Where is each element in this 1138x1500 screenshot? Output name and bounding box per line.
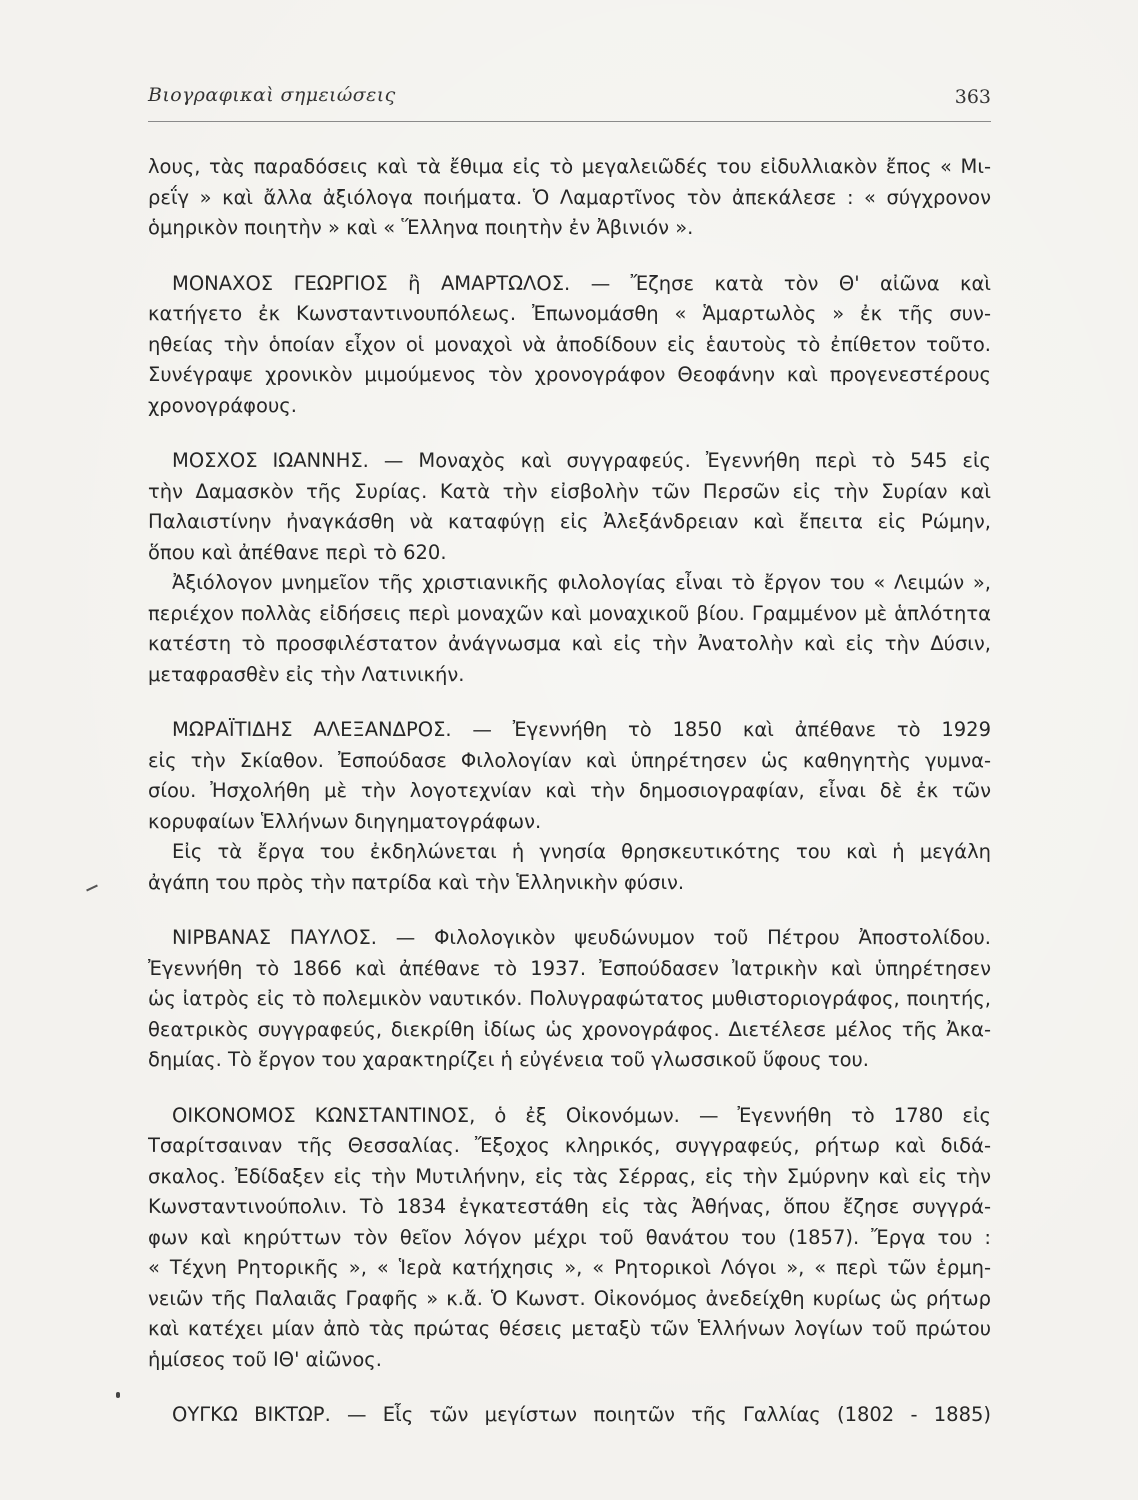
text-line: « Τέχνη Ρητορικῆς », « Ἱερὰ κατήχησις », « Ρητορικοὶ Λόγοι », « περὶ τῶν ἑρμη- — [148, 1256, 991, 1279]
text-line: ἡμίσεος τοῦ ΙΘ' αἰῶνος. — [148, 1347, 382, 1371]
entry-moschos-ioannis — [148, 446, 991, 690]
header-rule — [148, 121, 991, 122]
entry-heading-line: ΟΥΓΚΩ ΒΙΚΤΩΡ. — Εἷς τῶν μεγίστων ποιητῶν τῆς Γαλλίας (1802 - 1885) — [172, 1403, 991, 1426]
text-line: Ἀξιόλογον μνημεῖον τῆς χριστιανικῆς φιλολογίας εἶναι τὸ ἔργον του « Λειμών », — [172, 571, 991, 594]
text-line: σκαλος. Ἐδίδαξεν εἰς τὴν Μυτιλήνην, εἰς τὰς Σέρρας, εἰς τὴν Σμύρνην καὶ εἰς τὴν — [148, 1164, 991, 1188]
text-line: Εἰς τὰ ἔργα του ἐκδηλώνεται ἡ γνησία θρησκευτικότης του καὶ ἡ μεγάλη — [172, 840, 991, 863]
text-line: κατέστη τὸ προσφιλέστατον ἀνάγνωσμα καὶ εἰς τὴν Ἀνατολὴν καὶ εἰς τὴν Δύσιν, — [148, 632, 991, 655]
text-line: Παλαιστίνην ἠναγκάσθη νὰ καταφύγῃ εἰς Ἀλεξάνδρειαν καὶ ἔπειτα εἰς Ρώμην, — [148, 510, 991, 533]
running-head — [148, 84, 991, 120]
entry-ougko-viktor — [148, 1400, 991, 1431]
text-line: εἰς τὴν Σκίαθον. Ἐσπούδασε Φιλολογίαν καὶ ὑπηρέτησεν ὡς καθηγητὴς γυμνα- — [148, 748, 991, 772]
paragraph-continuation — [148, 152, 991, 244]
text-line: Συνέγραψε χρονικὸν μιμούμενος τὸν χρονογράφον Θεοφάνην καὶ προγενεστέρους — [148, 363, 991, 386]
entry-nirvanas-pavlos — [148, 923, 991, 1076]
text-line: Τσαρίτσαιναν τῆς Θεσσαλίας. Ἔξοχος κληρικός, συγγραφεύς, ρήτωρ καὶ διδά- — [148, 1134, 991, 1157]
page-number: 363 — [954, 86, 991, 108]
entry-heading-line: ΜΩΡΑΪΤΙΔΗΣ ΑΛΕΞΑΝΔΡΟΣ. — Ἐγεννήθη τὸ 1850 καὶ ἀπέθανε τὸ 1929 — [172, 718, 991, 741]
text-line: Κωνσταντινούπολιν. Τὸ 1834 ἐγκατεστάθη εἰς τὰς Ἀθήνας, ὅπου ἔζησε συγγρά- — [148, 1195, 991, 1218]
paragraph-gap — [148, 690, 991, 715]
text-line: ηθείας τὴν ὁποίαν εἶχον οἱ μοναχοὶ νὰ ἀποδίδουν εἰς ἑαυτοὺς τὸ ἐπίθετον τοῦτο. — [148, 332, 991, 356]
entry-heading-line: ΜΟΣΧΟΣ ΙΩΑΝΝΗΣ. — Μοναχὸς καὶ συγγραφεύς. Ἐγεννήθη περὶ τὸ 545 εἰς — [172, 449, 991, 472]
entry-heading-line: ΜΟΝΑΧΟΣ ΓΕΩΡΓΙΟΣ ἢ ΑΜΑΡΤΩΛΟΣ. — Ἔζησε κατὰ τὸν Θ' αἰῶνα καὶ — [172, 271, 991, 295]
text-line: μεταφρασθὲν εἰς τὴν Λατινικήν. — [148, 662, 465, 686]
text-body — [148, 152, 991, 1431]
running-title: Βιογραφικαὶ σημειώσεις — [148, 84, 396, 106]
text-line: κατήγετο ἐκ Κωνσταντινουπόλεως. Ἐπωνομάσθη « Ἁμαρτωλὸς » ἐκ τῆς συν- — [148, 302, 991, 325]
text-line: ρεΐγ » καὶ ἄλλα ἀξιόλογα ποιήματα. Ὁ Λαμαρτῖνος τὸν ἀπεκάλεσε : « σύγχρονον — [148, 185, 991, 209]
paragraph-gap — [148, 1076, 991, 1101]
text-line: θεατρικὸς συγγραφεύς, διεκρίθη ἰδίως ὡς χρονογράφος. Διετέλεσε μέλος τῆς Ἀκα- — [148, 1017, 991, 1041]
paragraph-gap — [148, 1375, 991, 1400]
paragraph-gap — [148, 421, 991, 446]
text-line: λους, τὰς παραδόσεις καὶ τὰ ἔθιμα εἰς τὸ μεγαλειῶδές του εἰδυλλιακὸν ἔπος « Μι- — [148, 155, 991, 178]
text-line: καὶ κατέχει μίαν ἀπὸ τὰς πρώτας θέσεις μεταξὺ τῶν Ἑλλήνων λογίων τοῦ πρώτου — [148, 1317, 991, 1340]
entry-monachos-georgios — [148, 269, 991, 422]
entry-heading-line: ΟΙΚΟΝΟΜΟΣ ΚΩΝΣΤΑΝΤΙΝΟΣ, ὁ ἐξ Οἰκονόμων. — Ἐγεννήθη τὸ 1780 εἰς — [172, 1103, 991, 1127]
text-line: φων καὶ κηρύττων τὸν θεῖον λόγον μέχρι τοῦ θανάτου του (1857). Ἔργα του : — [148, 1225, 991, 1249]
entry-moraitidis-alexandros — [148, 715, 991, 898]
text-line: σίου. Ἠσχολήθη μὲ τὴν λογοτεχνίαν καὶ τὴν δημοσιογραφίαν, εἶναι δὲ ἐκ τῶν — [148, 779, 991, 802]
text-line: ἀγάπη του πρὸς τὴν πατρίδα καὶ τὴν Ἑλληνικὴν φύσιν. — [148, 870, 685, 894]
text-line: νειῶν τῆς Παλαιᾶς Γραφῆς » κ.ἄ. Ὁ Κωνστ. Οἰκονόμος ἀνεδείχθη κυρίως ὡς ρήτωρ — [148, 1286, 991, 1310]
text-line: περιέχον πολλὰς εἰδήσεις περὶ μοναχῶν καὶ μοναχικοῦ βίου. Γραμμένον μὲ ἁπλότητα — [148, 601, 991, 625]
text-line: δημίας. Τὸ ἔργον του χαρακτηρίζει ἡ εὐγένεια τοῦ γλωσσικοῦ ὕφους του. — [148, 1048, 870, 1071]
text-line: τὴν Δαμασκὸν τῆς Συρίας. Κατὰ τὴν εἰσβολὴν τῶν Περσῶν εἰς τὴν Συρίαν καὶ — [148, 479, 991, 503]
text-line: ὁμηρικὸν ποιητὴν » καὶ « Ἕλληνα ποιητὴν ἐν Ἀβινιόν ». — [148, 216, 694, 239]
margin-ink-dot — [116, 1392, 120, 1398]
entry-oikonomos-konstantinos — [148, 1101, 991, 1376]
paragraph-gap — [148, 898, 991, 923]
margin-pen-mark — [86, 885, 98, 892]
paragraph-gap — [148, 244, 991, 269]
text-line: κορυφαίων Ἑλλήνων διηγηματογράφων. — [148, 809, 542, 833]
text-line: Ἐγεννήθη τὸ 1866 καὶ ἀπέθανε τὸ 1937. Ἐσπούδασεν Ἰατρικὴν καὶ ὑπηρέτησεν — [148, 956, 991, 980]
entry-heading-line: ΝΙΡΒΑΝΑΣ ΠΑΥΛΟΣ. — Φιλολογικὸν ψευδώνυμον τοῦ Πέτρου Ἀποστολίδου. — [172, 926, 991, 949]
text-line: χρονογράφους. — [148, 393, 297, 417]
text-line: ὅπου καὶ ἀπέθανε περὶ τὸ 620. — [148, 540, 447, 564]
text-line: ὡς ἰατρὸς εἰς τὸ πολεμικὸν ναυτικόν. Πολυγραφώτατος μυθιστοριογράφος, ποιητής, — [148, 987, 991, 1010]
